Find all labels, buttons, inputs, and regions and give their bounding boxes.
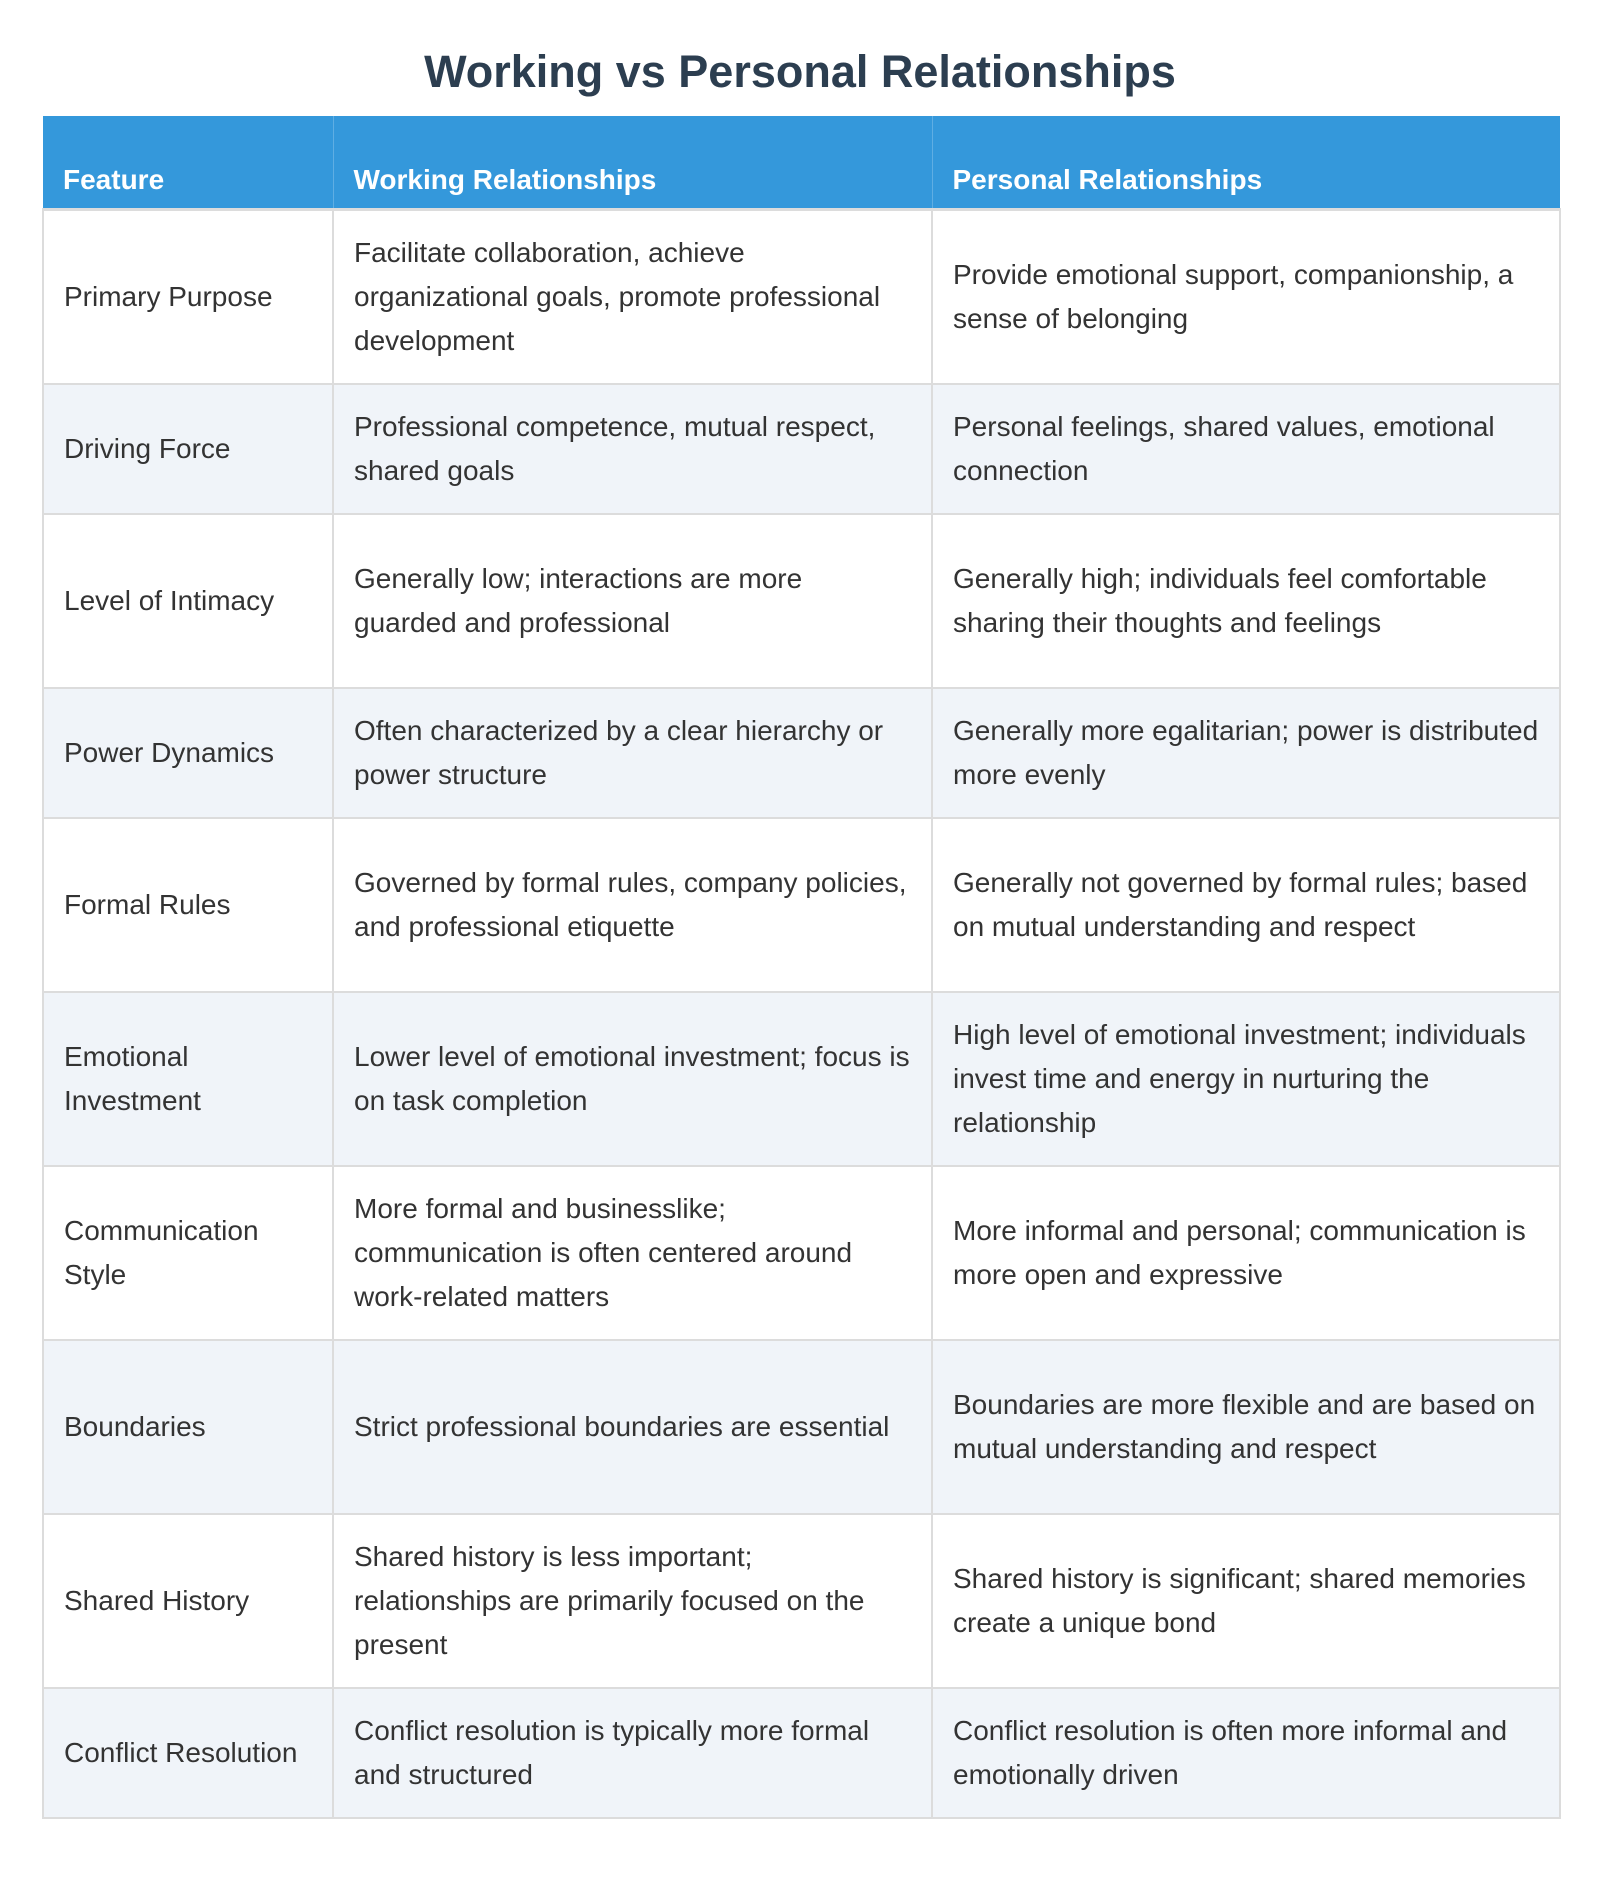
working-cell: Shared history is less important; relationships are primarily focused on the present [333, 1514, 932, 1688]
personal-cell: Provide emotional support, companionship, a sense of belonging [932, 210, 1560, 385]
header-feature: Feature [43, 116, 333, 210]
working-cell: Facilitate collaboration, achieve organizational goals, promote professional development [333, 210, 932, 385]
personal-cell: Shared history is significant; shared memories create a unique bond [932, 1514, 1560, 1688]
feature-cell: Emotional Investment [43, 992, 333, 1166]
working-cell: Often characterized by a clear hierarchy or power structure [333, 688, 932, 818]
header-working: Working Relationships [333, 116, 932, 210]
personal-cell: Generally not governed by formal rules; based on mutual understanding and respect [932, 818, 1560, 992]
feature-cell: Level of Intimacy [43, 514, 333, 688]
working-cell: More formal and businesslike; communication is often centered around work-related matters [333, 1166, 932, 1340]
personal-cell: Generally more egalitarian; power is distributed more evenly [932, 688, 1560, 818]
table-row [43, 1166, 1560, 1340]
feature-cell: Conflict Resolution [43, 1688, 333, 1818]
table-row [43, 1514, 1560, 1688]
table-row [43, 384, 1560, 514]
personal-cell: Personal feelings, shared values, emotional connection [932, 384, 1560, 514]
table-row [43, 818, 1560, 992]
working-cell: Professional competence, mutual respect, shared goals [333, 384, 932, 514]
feature-cell: Power Dynamics [43, 688, 333, 818]
feature-cell: Driving Force [43, 384, 333, 514]
working-cell: Conflict resolution is typically more formal and structured [333, 1688, 932, 1818]
personal-cell: High level of emotional investment; individuals invest time and energy in nurturing the relationship [932, 992, 1560, 1166]
feature-cell: Formal Rules [43, 818, 333, 992]
working-cell: Lower level of emotional investment; focus is on task completion [333, 992, 932, 1166]
comparison-table [42, 116, 1561, 1819]
table-row [43, 992, 1560, 1166]
table-row [43, 210, 1560, 385]
header-row [43, 116, 1560, 210]
working-cell: Strict professional boundaries are essential [333, 1340, 932, 1514]
working-cell: Governed by formal rules, company policies, and professional etiquette [333, 818, 932, 992]
personal-cell: Generally high; individuals feel comfortable sharing their thoughts and feelings [932, 514, 1560, 688]
feature-cell: Shared History [43, 1514, 333, 1688]
header-personal: Personal Relationships [932, 116, 1560, 210]
feature-cell: Boundaries [43, 1340, 333, 1514]
personal-cell: More informal and personal; communication is more open and expressive [932, 1166, 1560, 1340]
working-cell: Generally low; interactions are more guarded and professional [333, 514, 932, 688]
personal-cell: Conflict resolution is often more informal and emotionally driven [932, 1688, 1560, 1818]
feature-cell: Primary Purpose [43, 210, 333, 385]
table-row [43, 1688, 1560, 1818]
table-row [43, 514, 1560, 688]
personal-cell: Boundaries are more flexible and are based on mutual understanding and respect [932, 1340, 1560, 1514]
table-row [43, 688, 1560, 818]
table-row [43, 1340, 1560, 1514]
feature-cell: Communication Style [43, 1166, 333, 1340]
page-title: Working vs Personal Relationships [424, 46, 1176, 97]
